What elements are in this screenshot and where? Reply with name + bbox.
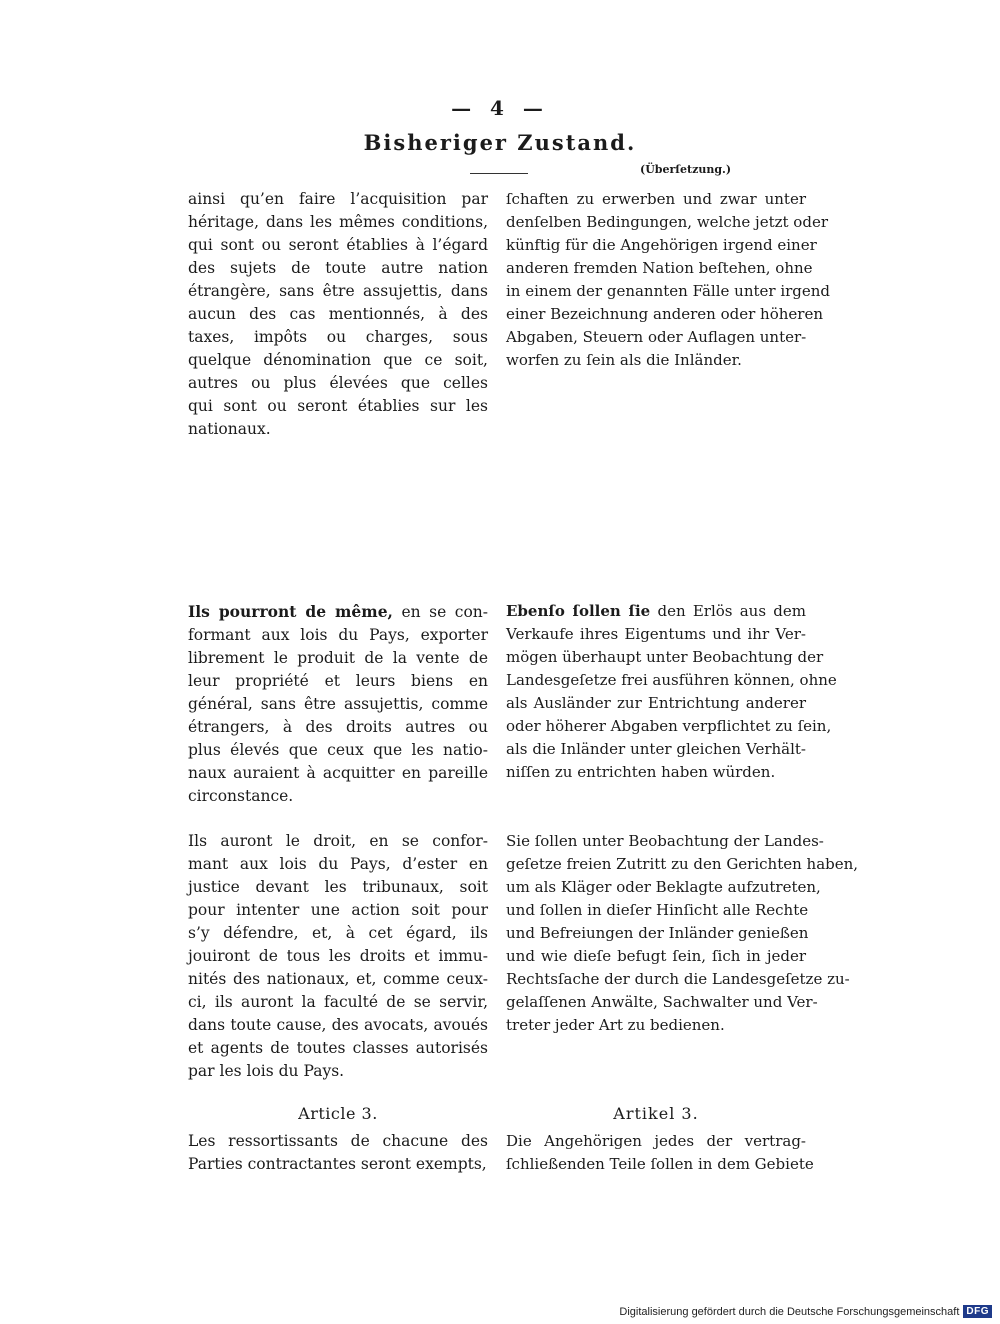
text-line: nités des nationaux, et, comme ceux- — [188, 970, 488, 988]
block3-french — [188, 830, 488, 1083]
text-line: justice devant les tribunaux, soit — [188, 878, 488, 896]
text-line: Les ressortissants de chacune des — [188, 1132, 488, 1150]
text-line: künftig für die Angehörigen irgend einer — [506, 236, 817, 254]
page-number: — 4 — — [451, 96, 549, 120]
section-title: Bisheriger Zustand. — [363, 130, 637, 155]
text-line: treter jeder Art zu bedienen. — [506, 1016, 725, 1034]
text-line: Ebenſo ſollen ſie den Erlös aus dem — [506, 602, 806, 620]
text-line: Die Angehörigen jedes der vertrag- — [506, 1132, 806, 1150]
text-line: einer Bezeichnung anderen oder höheren — [506, 305, 823, 323]
text-line: ſchließenden Teile ſollen in dem Gebiete — [506, 1155, 814, 1173]
text-line: ſchaften zu erwerben und zwar unter — [506, 190, 806, 208]
text-line: ci, ils auront la faculté de se servir, — [188, 993, 488, 1011]
translation-note: (Überſetzung.) — [640, 163, 732, 176]
article-french-text — [188, 1130, 488, 1176]
text-line: jouiront de tous les droits et immu- — [188, 947, 488, 965]
text-line: des sujets de toute autre nation — [188, 259, 488, 277]
text-line: Verkaufe ihres Eigentums und ihr Ver- — [506, 625, 806, 643]
article-heading-german: Artikel 3. — [613, 1104, 699, 1123]
text-line: mant aux lois du Pays, d’ester en — [188, 855, 488, 873]
text-line: autres ou plus élevées que celles — [188, 374, 488, 392]
text-line: et agents de toutes classes autorisés — [188, 1039, 488, 1057]
text-line: in einem der genannten Fälle unter irgend — [506, 282, 831, 300]
footer-text: Digitalisierung gefördert durch die Deutsche Forschungsgemeinschaft — [619, 1305, 960, 1318]
text-line: ainsi qu’en faire l’acquisition par — [188, 190, 488, 208]
text-line: formant aux lois du Pays, exporter — [188, 626, 488, 644]
article-heading-french: Article 3. — [298, 1104, 378, 1123]
text-line: nationaux. — [188, 420, 271, 438]
text-line: qui sont ou seront établies sur les — [188, 397, 488, 415]
text-line: und Befreiungen der Inländer genießen — [506, 924, 809, 942]
text-line: naux auraient à acquitter en pareille — [188, 764, 488, 782]
text-line: dans toute cause, des avocats, avoués — [188, 1016, 488, 1034]
title-divider — [470, 173, 528, 174]
text-line: héritage, dans les mêmes conditions, — [188, 213, 488, 231]
text-line: geſetze freien Zutritt zu den Gerichten haben, — [506, 855, 859, 873]
text-line: niſſen zu entrichten haben würden. — [506, 763, 776, 781]
text-line: um als Kläger oder Beklagte aufzutreten, — [506, 878, 821, 896]
text-line: als die Inländer unter gleichen Verhält- — [506, 740, 806, 758]
text-line: qui sont ou seront établies à l’égard — [188, 236, 488, 254]
text-line: étrangers, à des droits autres ou — [188, 718, 488, 736]
block1-german — [506, 188, 831, 372]
text-line: Ils auront le droit, en se confor- — [188, 832, 488, 850]
text-line: als Ausländer zur Entrichtung anderer — [506, 694, 806, 712]
text-line: Ils pourront de même, en se con- — [188, 602, 488, 621]
text-line: pour intenter une action soit pour — [188, 901, 488, 919]
text-line: Sie ſollen unter Beobachtung der Landes- — [506, 832, 824, 850]
text-line: Abgaben, Steuern oder Auflagen unter- — [506, 328, 807, 346]
block2-french — [188, 600, 488, 808]
text-line: Rechtsſache der durch die Landesgeſetze zu- — [506, 970, 850, 988]
text-line: worfen zu ſein als die Inländer. — [506, 351, 742, 369]
text-line: Parties contractantes seront exempts, — [188, 1155, 487, 1173]
article-german-text — [506, 1130, 814, 1176]
text-line: s’y défendre, et, à cet égard, ils — [188, 924, 488, 942]
block3-german — [506, 830, 859, 1037]
text-line: anderen fremden Nation beſtehen, ohne — [506, 259, 813, 277]
text-line: und wie dieſe befugt ſein, ſich in jeder — [506, 947, 806, 965]
text-line: mögen überhaupt unter Beobachtung der — [506, 648, 824, 666]
text-line: circonstance. — [188, 787, 294, 805]
text-line: leur propriété et leurs biens en — [188, 672, 488, 690]
text-line: par les lois du Pays. — [188, 1062, 345, 1080]
text-line: oder höherer Abgaben verpflichtet zu ſein, — [506, 717, 832, 735]
text-line: Landesgeſetze frei ausführen können, ohne — [506, 671, 837, 689]
block1-french — [188, 188, 488, 441]
text-line: librement le produit de la vente de — [188, 649, 488, 667]
text-line: denſelben Bedingungen, welche jetzt oder — [506, 213, 828, 231]
text-line: étrangère, sans être assujettis, dans — [188, 282, 488, 300]
text-line: quelque dénomination que ce soit, — [188, 351, 488, 369]
block2-german — [506, 600, 837, 784]
text-line: aucun des cas mentionnés, à des — [188, 305, 488, 323]
dfg-logo: DFG — [963, 1305, 992, 1318]
text-line: plus élevés que ceux que les natio- — [188, 741, 488, 759]
footer — [619, 1305, 992, 1318]
text-line: général, sans être assujettis, comme — [188, 695, 488, 713]
text-line: und ſollen in dieſer Hinſicht alle Rechte — [506, 901, 809, 919]
text-line: taxes, impôts ou charges, sous — [188, 328, 488, 346]
text-line: gelaſſenen Anwälte, Sachwalter und Ver- — [506, 993, 818, 1011]
